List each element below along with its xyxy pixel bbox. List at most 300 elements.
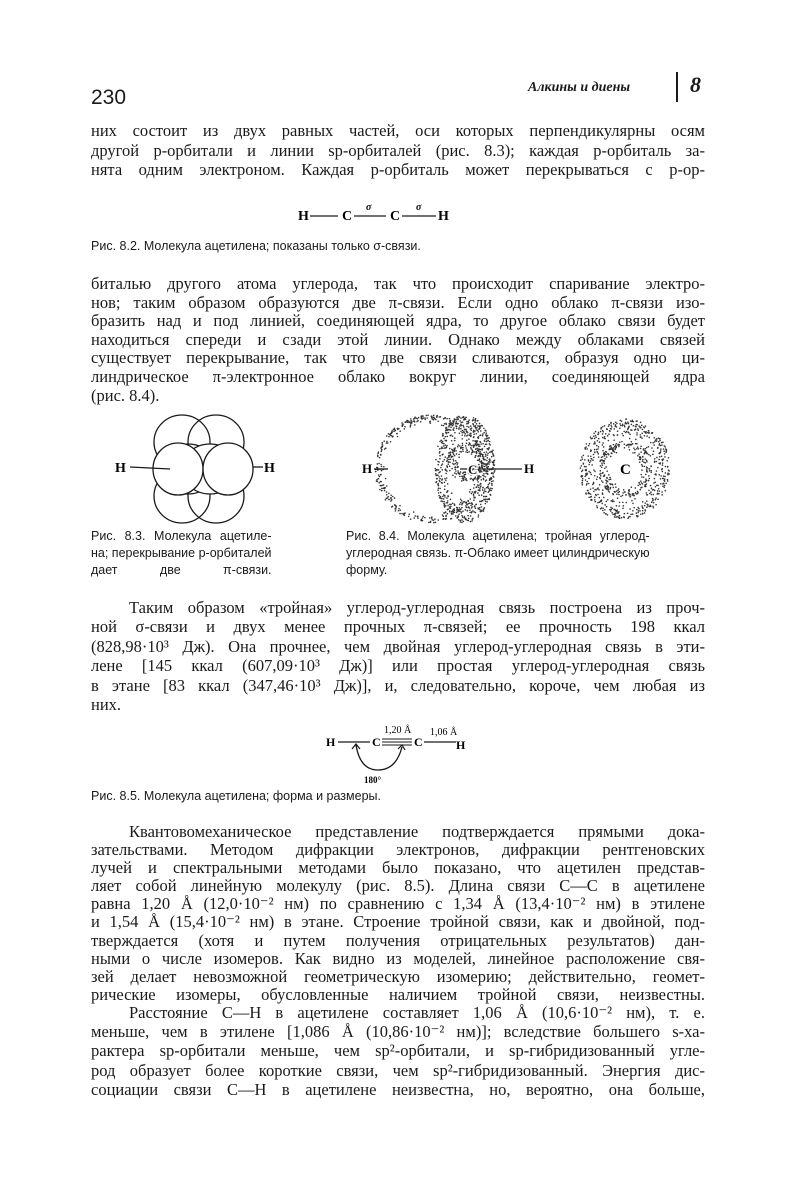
cloud-dot [614,513,616,515]
cloud-dot [420,520,422,522]
cloud-dot [452,459,454,461]
cloud-dot [593,469,595,471]
cloud-dot [471,520,473,522]
cloud-dot [648,437,650,439]
cloud-dot [457,444,459,446]
cloud-dot [642,459,644,461]
cloud-dot [437,420,439,422]
cloud-dot [604,509,606,511]
cloud-dot [410,418,412,420]
cloud-dot [386,494,388,496]
cloud-dot [633,447,635,449]
cloud-dot [489,441,491,443]
cloud-dot [663,483,665,485]
cloud-dot [378,474,380,476]
cloud-dot [622,505,624,507]
cloud-dot [630,420,632,422]
cloud-dot [452,422,454,424]
cloud-dot [605,453,607,455]
cloud-dot [637,446,639,448]
cloud-dot [608,449,610,451]
cloud-dot [448,461,450,463]
cloud-dot [461,438,463,440]
cloud-dot [656,470,658,472]
cloud-dot [479,501,481,503]
cloud-dot [444,423,446,425]
cloud-dot [665,449,667,451]
cloud-dot [390,441,392,443]
cloud-dot [600,431,602,433]
text-line: меньше, чем в этилене [1,086 Å (10,86·10⁻² нм)]; вследствие большего s-ха- [91,1022,705,1042]
cloud-dot [601,507,603,509]
cloud-dot [439,451,441,453]
cloud-dot [663,475,665,477]
cloud-dot [460,521,462,523]
cloud-dot [613,423,615,425]
cloud-dot [439,458,441,460]
cloud-dot [597,434,599,436]
cloud-dot [381,442,383,444]
cloud-dot [655,486,657,488]
cloud-dot [462,447,464,449]
cloud-dot [479,459,481,461]
cloud-dot [621,433,623,435]
atom-h: H [362,461,373,476]
cloud-dot [617,430,619,432]
cloud-dot [488,459,490,461]
cloud-dot [382,485,384,487]
cloud-dot [464,429,466,431]
cloud-dot [485,434,487,436]
cloud-dot [593,482,595,484]
cloud-dot [486,470,488,472]
cloud-dot [473,451,475,453]
cloud-dot [600,478,602,480]
cloud-dot [603,446,605,448]
cloud-dot [470,515,472,517]
cloud-dot [470,428,472,430]
cloud-dot [656,484,658,486]
cloud-dot [446,477,448,479]
cloud-dot [454,472,456,474]
cloud-dot [438,476,440,478]
cloud-dot [444,496,446,498]
cloud-dot [432,417,434,419]
cloud-dot [472,449,474,451]
cloud-dot [444,495,446,497]
cloud-dot [632,493,634,495]
cloud-dot [591,499,593,501]
cloud-dot [474,497,476,499]
cloud-dot [629,496,631,498]
cloud-dot [485,500,487,502]
cloud-dot [639,484,641,486]
cloud-dot [443,443,445,445]
cloud-dot [619,441,621,443]
text-line: (828,98·10³ Дж). Она прочнее, чем двойная углерод-углеродная связь в эти- [91,636,705,656]
cloud-dot [441,454,443,456]
cloud-dot [645,485,647,487]
cloud-dot [477,456,479,458]
cloud-dot [483,510,485,512]
cloud-dot [590,496,592,498]
cloud-dot [596,445,598,447]
cloud-dot [462,430,464,432]
cloud-dot [656,461,658,463]
cloud-dot [491,451,493,453]
cloud-dot [464,435,466,437]
cloud-dot [603,497,605,499]
cloud-dot [408,513,410,515]
cloud-dot [581,456,583,458]
cloud-dot [424,417,426,419]
cloud-dot [447,459,449,461]
cloud-dot [440,439,442,441]
cloud-dot [664,485,666,487]
cloud-dot [380,481,382,483]
cloud-dot [618,511,620,513]
cloud-dot [620,425,622,427]
cloud-dot [485,454,487,456]
cloud-dot [663,487,665,489]
cloud-dot [456,421,458,423]
cloud-dot [648,475,650,477]
cloud-dot [381,488,383,490]
cloud-dot [662,464,664,466]
cloud-dot [660,445,662,447]
cloud-dot [445,430,447,432]
cloud-dot [440,500,442,502]
cloud-dot [601,499,603,501]
cloud-dot [604,425,606,427]
cloud-dot [484,438,486,440]
cloud-dot [632,510,634,512]
cloud-dot [627,517,629,519]
cloud-dot [613,501,615,503]
cloud-dot [659,462,661,464]
cloud-dot [629,489,631,491]
text-line: биталью другого атома углерода, так что происходит спаривание электро- [91,274,705,293]
cloud-dot [472,504,474,506]
cloud-dot [486,487,488,489]
cloud-dot [462,476,464,478]
cloud-dot [386,435,388,437]
cloud-dot [632,443,634,445]
cloud-dot [650,470,652,472]
cloud-dot [437,484,439,486]
cloud-dot [458,509,460,511]
cloud-dot [610,422,612,424]
cloud-dot [639,456,641,458]
cloud-dot [465,478,467,480]
cloud-dot [479,425,481,427]
cloud-dot [451,440,453,442]
cloud-dot [481,494,483,496]
cloud-dot [378,478,380,480]
sigma-label: σ [416,202,422,213]
cloud-dot [654,458,656,460]
cloud-dot [597,502,599,504]
cloud-dot [454,432,456,434]
text-line: род образует более короткие связи, чем sp²-гибридизованный. Энергия дис- [91,1060,705,1080]
cloud-dot [386,491,388,493]
cloud-dot [473,494,475,496]
cloud-dot [628,446,630,448]
cloud-dot [611,512,613,514]
cloud-dot [664,480,666,482]
cloud-dot [398,508,400,510]
cloud-dot [610,424,612,426]
cloud-dot [619,517,621,519]
cloud-dot [461,515,463,517]
cloud-dot [457,466,459,468]
cloud-dot [485,498,487,500]
cloud-dot [399,509,401,511]
paragraph-1 [91,121,705,180]
cloud-dot [594,489,596,491]
cloud-dot [601,480,603,482]
cloud-dot [395,510,397,512]
cloud-dot [468,438,470,440]
cloud-dot [443,445,445,447]
cloud-dot [484,488,486,490]
atom-c: C [390,209,401,224]
cloud-dot [445,505,447,507]
cloud-dot [451,423,453,425]
cloud-dot [602,507,604,509]
cloud-dot [437,446,439,448]
cloud-dot [597,507,599,509]
cloud-dot [491,484,493,486]
cloud-dot [587,455,589,457]
cloud-dot [470,445,472,447]
cloud-dot [482,435,484,437]
cloud-dot [448,455,450,457]
cloud-dot [461,522,463,524]
cloud-dot [426,415,428,417]
cloud-dot [470,505,472,507]
cloud-dot [377,454,379,456]
cloud-dot [443,501,445,503]
cloud-dot [583,463,585,465]
cloud-dot [411,422,413,424]
paragraph-4 [91,823,705,1004]
cloud-dot [612,448,614,450]
text-line: в этане [83 ккал (347,46·10³ Дж)], и, следовательно, короче, чем любая из [91,675,705,695]
cloud-dot [456,507,458,509]
cloud-dot [615,421,617,423]
cloud-dot [627,427,629,429]
cloud-dot [648,480,650,482]
cloud-dot [494,464,496,466]
cloud-dot [582,484,584,486]
cloud-dot [640,427,642,429]
cloud-dot [481,510,483,512]
cloud-dot [471,453,473,455]
cloud-dot [654,461,656,463]
cloud-dot [652,432,654,434]
cloud-dot [469,507,471,509]
cloud-dot [619,491,621,493]
cloud-dot [615,443,617,445]
cloud-dot [414,424,416,426]
text-line: находиться спереди и сзади этой линии. Однако между облаками связей [91,329,705,349]
cloud-dot [642,483,644,485]
cloud-dot [436,416,438,418]
caption-line: углеродная связь. π-Облако имеет цилиндрическую [346,546,650,560]
cloud-dot [394,429,396,431]
cloud-dot [581,482,583,484]
cloud-dot [636,515,638,517]
cloud-dot [390,433,392,435]
cloud-dot [644,450,646,452]
cloud-dot [635,487,637,489]
cloud-dot [608,487,610,489]
cloud-dot [470,489,472,491]
cloud-dot [452,424,454,426]
cloud-dot [422,417,424,419]
cloud-dot [490,487,492,489]
cloud-dot [660,475,662,477]
cloud-dot [440,448,442,450]
cloud-dot [392,496,394,498]
cloud-dot [448,459,450,461]
cloud-dot [648,490,650,492]
cloud-dot [588,471,590,473]
cloud-dot [473,511,475,513]
cloud-dot [388,499,390,501]
cloud-dot [631,441,633,443]
cloud-dot [586,448,588,450]
cloud-dot [619,515,621,517]
cloud-dot [449,418,451,420]
cloud-dot [429,421,431,423]
cloud-dot [436,481,438,483]
cloud-dot [614,451,616,453]
cloud-dot [438,495,440,497]
cloud-dot [482,467,484,469]
cloud-dot [386,441,388,443]
cloud-dot [466,426,468,428]
cloud-dot [643,426,645,428]
chapter-number: 8 [690,72,701,97]
cloud-dot [640,513,642,515]
cloud-dot [653,489,655,491]
cloud-dot [433,519,435,521]
cloud-dot [588,497,590,499]
cloud-dot [413,511,415,513]
cloud-dot [589,443,591,445]
cloud-dot [454,503,456,505]
cloud-dot [465,509,467,511]
cloud-dot [606,428,608,430]
cloud-dot [460,502,462,504]
cloud-dot [429,517,431,519]
cloud-dot [482,487,484,489]
cloud-dot [638,482,640,484]
cloud-dot [488,440,490,442]
cloud-dot [449,448,451,450]
text-line: нята одним электроном. Каждая p-орбиталь может перекрываться с p-ор- [91,160,705,179]
cloud-dot [585,466,587,468]
cloud-dot [622,425,624,427]
caption-line: Рис. 8.3. Молекула ацетиле- [91,529,272,543]
cloud-dot [605,433,607,435]
cloud-dot [643,461,645,463]
cloud-dot [598,497,600,499]
cloud-dot [434,468,436,470]
cloud-dot [462,516,464,518]
cloud-dot [632,452,634,454]
cloud-dot [440,467,442,469]
cloud-dot [385,478,387,480]
text-line: рические изомеры, обусловленные наличием тройной связи, неизвестны. [91,984,705,1004]
cloud-dot [487,435,489,437]
cloud-dot [662,478,664,480]
cloud-dot [459,445,461,447]
cloud-dot [450,499,452,501]
cloud-dot [473,433,475,435]
cloud-dot [604,504,606,506]
cloud-dot [435,419,437,421]
cloud-dot [481,453,483,455]
cloud-dot [446,445,448,447]
cloud-dot [456,509,458,511]
figure-8-2-caption: Рис. 8.2. Молекула ацетилена; показаны только σ-связи. [91,239,421,253]
cloud-dot [437,489,439,491]
cloud-dot [471,493,473,495]
cloud-dot [478,489,480,491]
cloud-dot [444,482,446,484]
cloud-dot [442,461,444,463]
cloud-dot [618,446,620,448]
cloud-dot [455,515,457,517]
cloud-dot [642,465,644,467]
cloud-dot [651,494,653,496]
figure-8-3-caption [91,528,272,579]
cloud-dot [608,479,610,481]
atom-h: H [456,738,466,752]
cloud-dot [610,509,612,511]
cloud-dot [601,457,603,459]
cloud-dot [650,466,652,468]
cloud-dot [442,463,444,465]
cloud-dot [616,452,618,454]
cloud-dot [482,443,484,445]
cloud-dot [582,478,584,480]
cloud-dot [645,432,647,434]
cloud-dot [489,452,491,454]
cloud-dot [470,447,472,449]
cloud-dot [660,448,662,450]
cloud-dot [487,462,489,464]
cloud-dot [441,482,443,484]
cloud-dot [454,455,456,457]
cloud-dot [478,446,480,448]
cloud-dot [436,478,438,480]
cloud-dot [458,519,460,521]
cloud-dot [483,498,485,500]
cloud-dot [456,428,458,430]
cloud-dot [622,492,624,494]
cloud-dot [661,442,663,444]
cloud-dot [629,516,631,518]
cloud-dot [645,478,647,480]
cloud-dot [660,483,662,485]
cloud-dot [473,499,475,501]
cloud-dot [446,518,448,520]
cloud-dot [484,470,486,472]
